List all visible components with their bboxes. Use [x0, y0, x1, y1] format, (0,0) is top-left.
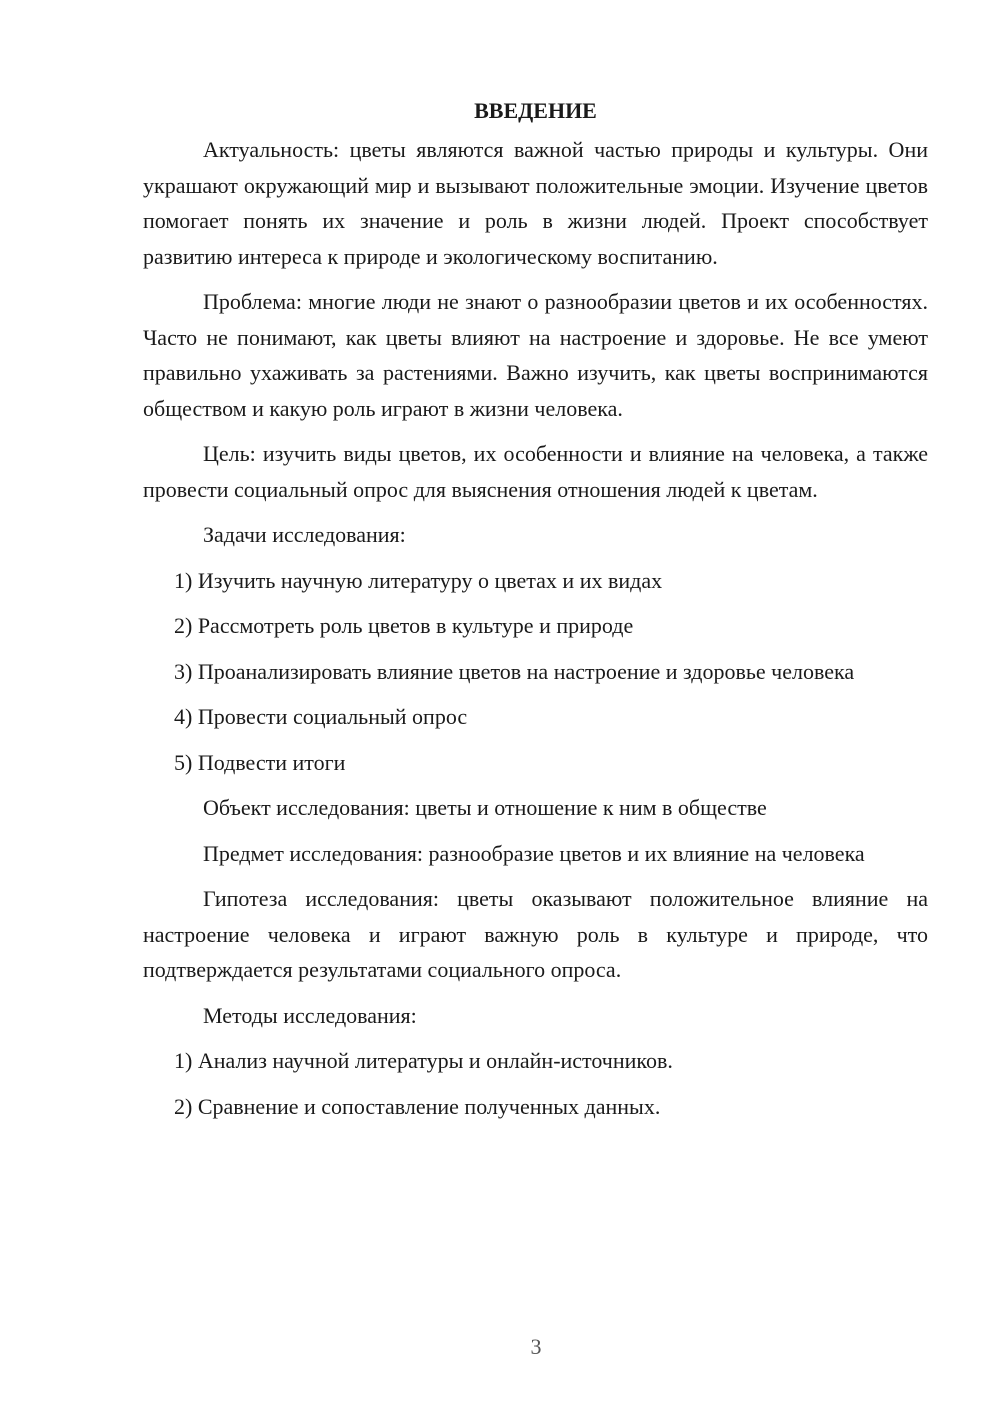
hypothesis-paragraph: Гипотеза исследования: цветы оказывают положительное влияние на настроение человека и играют важную роль в культуре и природе, что подтверждается результатами социального опроса.	[143, 886, 928, 982]
problem-paragraph: Проблема: многие люди не знают о разнообразии цветов и их особенностях. Часто не понимают, как цветы влияют на настроение и здоровье. Не все умеют правильно ухаживать за растениями. Важно изучить, как цветы воспринимаются обществом и какую роль играют в жизни человека.	[143, 289, 928, 421]
task-item-3: 3) Проанализировать влияние цветов на настроение и здоровье человека	[174, 658, 855, 684]
method-item-1: 1) Анализ научной литературы и онлайн-источников.	[174, 1048, 673, 1073]
goal-paragraph: Цель: изучить виды цветов, их особенности и влияние на человека, а также провести социальный опрос для выяснения отношения людей к цветам.	[143, 441, 928, 502]
task-item-5: 5) Подвести итоги	[174, 749, 346, 775]
subject-paragraph: Предмет исследования: разнообразие цветов и их влияние на человека	[203, 840, 865, 866]
methods-heading: Методы исследования:	[203, 1002, 417, 1028]
relevance-paragraph: Актуальность: цветы являются важной частью природы и культуры. Они украшают окружающий мир и вызывают положительные эмоции. Изучение цветов помогает понять их значение и роль в жизни людей. Проект способствует развитию интереса к природе и экологическому воспитанию.	[143, 137, 928, 269]
page-number: 3	[530, 1334, 542, 1359]
tasks-heading: Задачи исследования:	[203, 522, 406, 547]
task-item-1: 1) Изучить научную литературу о цветах и их видах	[174, 567, 663, 593]
section-title: ВВЕДЕНИЕ	[474, 98, 597, 123]
task-item-4: 4) Провести социальный опрос	[174, 704, 468, 729]
document-page	[143, 96, 928, 1134]
method-item-2: 2) Сравнение и сопоставление полученных данных.	[174, 1093, 661, 1119]
object-line: Объект исследования: цветы и отношение к ним в обществе	[203, 795, 767, 820]
task-item-2: 2) Рассмотреть роль цветов в культуре и природе	[174, 613, 634, 638]
